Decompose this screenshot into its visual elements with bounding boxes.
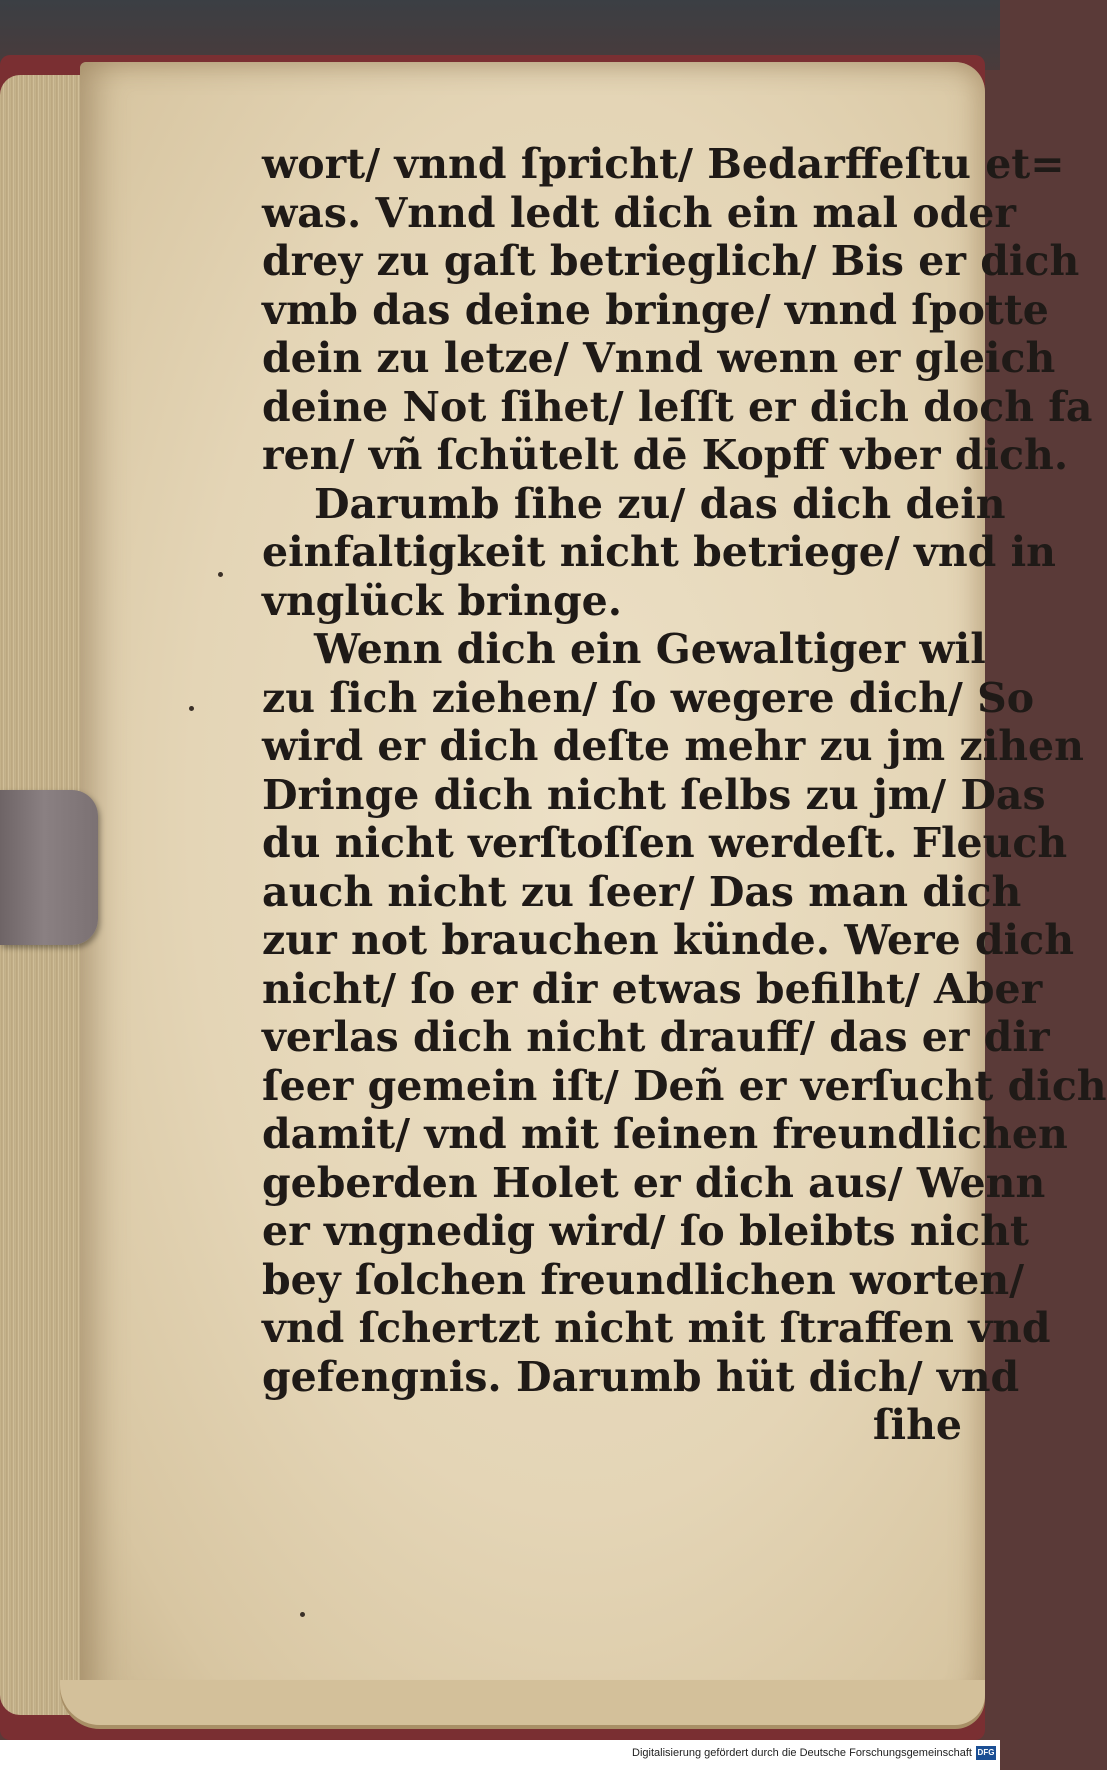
ink-speck <box>189 706 194 711</box>
text-line: bey ſolchen freundlichen worten/ <box>262 1255 1025 1304</box>
text-line: auch nicht zu ſeer/ Das man dich <box>262 867 1022 916</box>
text-line: du nicht verſtoſſen werdeſt. Fleuch <box>262 819 1068 867</box>
page-bottom-edge <box>60 1680 985 1725</box>
text-line: verlas dich nicht drauff/ das er dir <box>262 1013 1050 1061</box>
catchword: ſihe <box>872 1401 962 1449</box>
text-line: nicht/ ſo er dir etwas befilht/ Aber <box>262 964 1043 1013</box>
text-line: was. Vnnd ledt dich ein mal oder <box>262 188 1016 237</box>
footer-bar <box>0 1740 1000 1770</box>
ink-speck <box>218 572 223 577</box>
text-line: Darumb ſihe zu/ das dich dein <box>314 479 1006 528</box>
text-line: damit/ vnd mit ſeinen freundlichen <box>262 1110 1068 1158</box>
text-line: dein zu letze/ Vnnd wenn er gleich <box>262 334 1056 382</box>
text-line: wort/ vnnd ſpricht/ Bedarffeſtu et= <box>262 140 1065 188</box>
text-line: deine Not ſihet/ leſſt er dich doch fa <box>262 382 1093 431</box>
text-line: ren/ vñ ſchütelt dē Kopff vber dich. <box>262 431 1069 479</box>
dfg-logo: DFG <box>976 1746 996 1760</box>
ink-speck <box>300 1612 305 1617</box>
text-line: wird er dich deſte mehr zu jm zihen <box>262 722 1084 770</box>
page-clip <box>0 790 98 945</box>
text-line: vnd ſchertzt nicht mit ſtraffen vnd <box>262 1304 1051 1352</box>
text-line: er vngnedig wird/ ſo bleibts nicht <box>262 1207 1029 1255</box>
text-line: drey zu gaſt betrieglich/ Bis er dich <box>262 237 1080 285</box>
text-line: gefengnis. Darumb hüt dich/ vnd <box>262 1352 1020 1401</box>
text-line: vmb das deine bringe/ vnnd ſpotte <box>262 285 1049 334</box>
text-line: ſeer gemein iſt/ Deñ er verſucht dich <box>262 1061 1107 1110</box>
text-line: Dringe dich nicht ſelbs zu jm/ Das <box>262 770 1046 819</box>
text-line: zur not brauchen künde. Were dich <box>262 916 1075 964</box>
text-line: Wenn dich ein Gewaltiger wil <box>314 625 986 673</box>
text-line: zu ſich ziehen/ ſo wegere dich/ So <box>262 673 1035 722</box>
text-line: vnglück bringe. <box>262 576 623 625</box>
text-line: geberden Holet er dich aus/ Wenn <box>262 1158 1046 1207</box>
page-text <box>262 140 1107 1450</box>
text-line: einfaltigkeit nicht betriege/ vnd in <box>262 528 1056 576</box>
footer-credit: Digitalisierung gefördert durch die Deutsche Forschungsgemeinschaft <box>632 1747 972 1759</box>
